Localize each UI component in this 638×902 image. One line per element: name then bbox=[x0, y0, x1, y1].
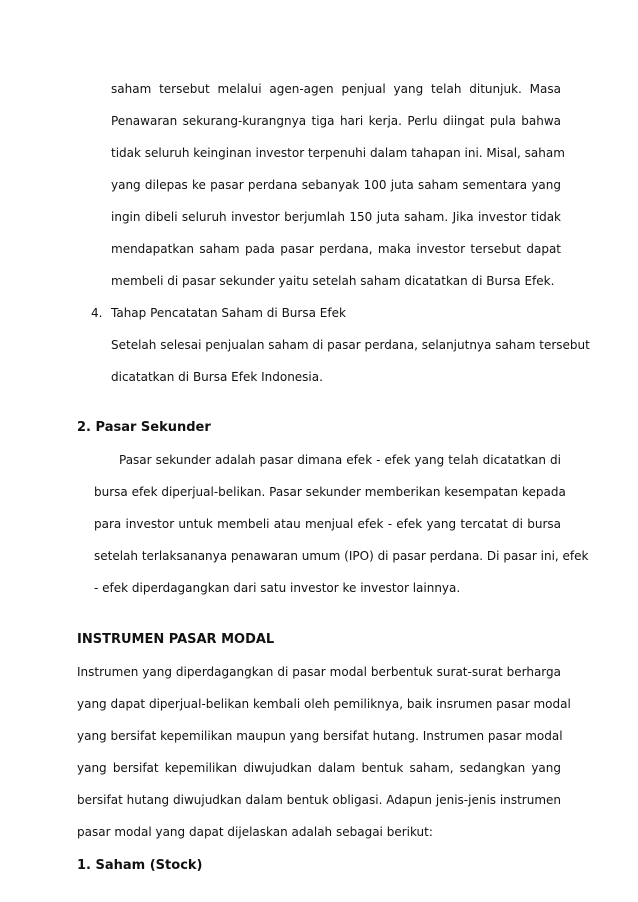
continuation-line-7: membeli di pasar sekunder yaitu setelah saham dicatatkan di Bursa Efek. bbox=[111, 274, 555, 288]
instrumen-line-4: yang bersifat kepemilikan diwujudkan dalam bentuk saham, sedangkan yang bbox=[77, 761, 561, 775]
pasar-sekunder-line-1: Pasar sekunder adalah pasar dimana efek - efek yang telah dicatatkan di bbox=[119, 453, 561, 467]
step4-line-2: dicatatkan di Bursa Efek Indonesia. bbox=[111, 370, 323, 384]
continuation-line-4: yang dilepas ke pasar perdana sebanyak 100 juta saham sementara yang bbox=[111, 178, 561, 192]
step4-number: 4. bbox=[91, 306, 103, 320]
step4-title: Tahap Pencatatan Saham di Bursa Efek bbox=[111, 306, 346, 320]
instrumen-line-3: yang bersifat kepemilikan maupun yang bersifat hutang. Instrumen pasar modal bbox=[77, 729, 563, 743]
pasar-sekunder-line-3: para investor untuk membeli atau menjual efek - efek yang tercatat di bursa bbox=[94, 517, 561, 531]
pasar-sekunder-line-2: bursa efek diperjual-belikan. Pasar sekunder memberikan kesempatan kepada bbox=[94, 485, 566, 499]
saham-heading: 1. Saham (Stock) bbox=[77, 858, 203, 873]
pasar-sekunder-line-5: - efek diperdagangkan dari satu investor ke investor lainnya. bbox=[94, 581, 461, 595]
pasar-sekunder-heading: 2. Pasar Sekunder bbox=[77, 420, 211, 435]
continuation-line-6: mendapatkan saham pada pasar perdana, maka investor tersebut dapat bbox=[111, 242, 561, 256]
instrumen-heading: INSTRUMEN PASAR MODAL bbox=[77, 632, 275, 647]
instrumen-line-5: bersifat hutang diwujudkan dalam bentuk obligasi. Adapun jenis-jenis instrumen bbox=[77, 793, 561, 807]
pasar-sekunder-line-4: setelah terlaksananya penawaran umum (IPO) di pasar perdana. Di pasar ini, efek bbox=[94, 549, 589, 563]
continuation-line-5: ingin dibeli seluruh investor berjumlah 150 juta saham. Jika investor tidak bbox=[111, 210, 561, 224]
continuation-line-1: saham tersebut melalui agen-agen penjual yang telah ditunjuk. Masa bbox=[111, 82, 561, 96]
instrumen-line-2: yang dapat diperjual-belikan kembali oleh pemiliknya, baik insrumen pasar modal bbox=[77, 697, 571, 711]
step4-line-1: Setelah selesai penjualan saham di pasar perdana, selanjutnya saham tersebut bbox=[111, 338, 590, 352]
instrumen-line-1: Instrumen yang diperdagangkan di pasar modal berbentuk surat-surat berharga bbox=[77, 665, 561, 679]
continuation-line-3: tidak seluruh keinginan investor terpenuhi dalam tahapan ini. Misal, saham bbox=[111, 146, 565, 160]
continuation-line-2: Penawaran sekurang-kurangnya tiga hari kerja. Perlu diingat pula bahwa bbox=[111, 114, 561, 128]
instrumen-line-6: pasar modal yang dapat dijelaskan adalah sebagai berikut: bbox=[77, 825, 433, 839]
